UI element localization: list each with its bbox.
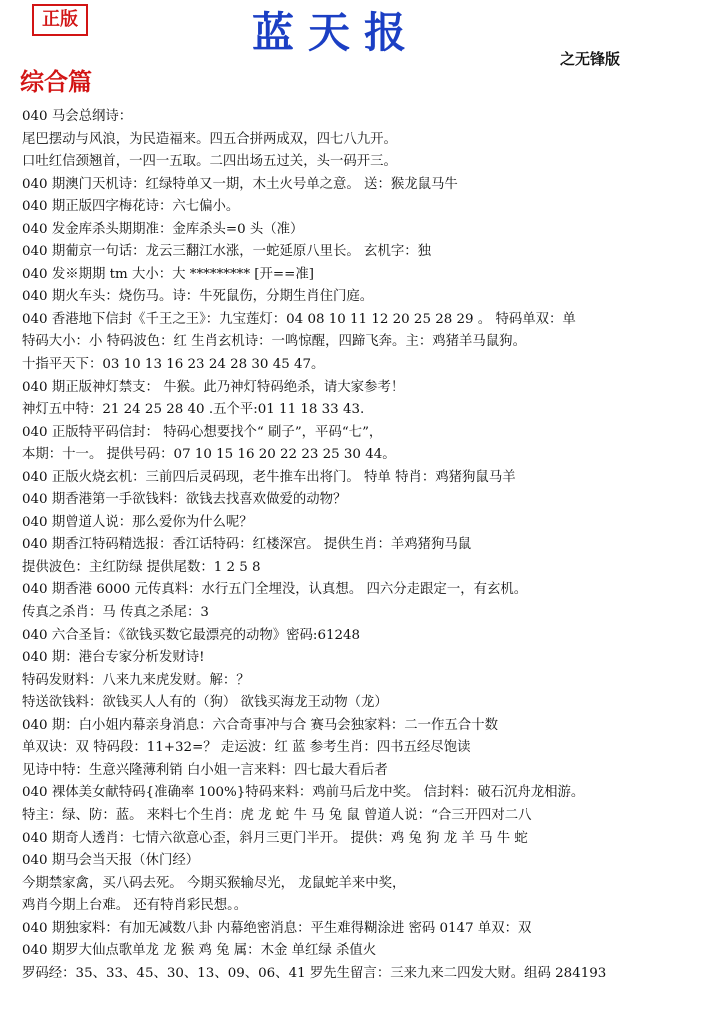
text-line: 040 期香港第一手欲钱料：欲钱去找喜欢做爱的动物？ [22, 492, 347, 508]
text-line: 特码发财料：八来九来虎发财。解：？ [22, 672, 250, 688]
text-line: 040 期正版神灯禁支： 牛猴。此乃神灯特码绝杀，请大家参考！ [22, 379, 405, 395]
text-line: 040 期奇人透肖：七情六欲意心歪，斜月三更门半开。 提供：鸡 兔 狗 龙 羊 马 牛 蛇 [22, 830, 528, 846]
text-line: 040 期葡京一句话：龙云三翻江水涨，一蛇延原八里长。 玄机字：独 [22, 244, 432, 260]
text-line: 040 期曾道人说：那么爱你为什么呢？ [22, 514, 253, 530]
text-line: 040 马会总纲诗： [22, 109, 133, 124]
text-line: 尾巴摆动与风浪，为民造福来。四五合拼两成双，四七八九开。 [22, 131, 397, 147]
text-line: 见诗中特：生意兴隆薄利销 白小姐一言来料：四七最大看后者 [22, 762, 388, 778]
page-title: 蓝天报 [252, 8, 421, 57]
text-line: 040 发※期期 tm 大小：大 ********* [开==准] [22, 266, 314, 282]
text-line: 040 发金库杀头期期准：金库杀头=0 头（准） [22, 221, 304, 237]
text-line: 040 期正版四字梅花诗：六七偏小。 [22, 199, 240, 215]
text-line: 罗码经：35、33、45、30、13、09、06、41 罗先生留言：三来九来二四发大财。组码 284193 [22, 965, 607, 981]
text-line: 040 期罗大仙点歌单龙 龙 猴 鸡 兔 属：木金 单红绿 杀值火 [22, 943, 377, 959]
text-line: 传真之杀肖：马 传真之杀尾：3 [22, 605, 209, 621]
text-line: 口吐红信颈翘首，一四一五取。二四出场五过关，头一码开三。 [22, 154, 397, 170]
text-line: 040 期：白小姐内幕亲身消息：六合奇事冲与合 赛马会独家料：二一作五合十数 [22, 717, 498, 733]
text-line: 提供波色：主红防绿 提供尾数：1 2 5 8 [22, 559, 261, 575]
edition-label: 之无锋版 [560, 50, 621, 68]
edition-stamp: 正版 [32, 4, 88, 36]
text-line: 040 正版火烧玄机：三前四后灵码现，老牛推车出将门。 特单 特肖：鸡猪狗鼠马羊 [22, 469, 516, 485]
text-line: 040 期香港 6000 元传真料：水行五门全埋没，认真想。 四六分走跟定一，有玄机。 [22, 582, 528, 598]
text-line: 040 期独家料：有加无减数八卦 内幕绝密消息：平生难得糊涂进 密码 0147 单双：双 [22, 920, 532, 936]
text-line: 040 期香江特码精选报：香江话特码：红楼深宫。 提供生肖：羊鸡猪狗马鼠 [22, 537, 472, 553]
text-line: 特主：绿、防：蓝。 来料七个生肖：虎 龙 蛇 牛 马 兔 鼠 曾道人说：“合三开四对二八 [22, 807, 532, 823]
text-line: 神灯五中特：21 24 25 28 40 .五个平:01 11 18 33 43. [22, 402, 365, 418]
text-line: 单双诀：双 特码段：11+32=？ 走运波：红 蓝 参考生肖：四书五经尽饱读 [22, 740, 471, 756]
text-line: 040 香港地下信封《千王之王》：九宝莲灯：04 08 10 11 12 20 25 28 29 。 特码单双：单 [22, 311, 576, 327]
text-line: 040 期马会当天报（休门经） [22, 853, 200, 869]
content-body [22, 106, 712, 985]
text-line: 十指平天下：03 10 13 16 23 24 28 30 45 47。 [22, 357, 325, 373]
section-heading: 综合篇 [20, 67, 92, 96]
text-line: 040 六合圣旨：《欲钱买数它最漂亮的动物》密码:61248 [22, 627, 361, 643]
text-line: 040 期火车头：烧伤马。诗：牛死鼠伤，分期生肖住门庭。 [22, 289, 374, 305]
text-line: 040 裸体美女献特码{准确率 100%}特码来料：鸡前马后龙中奖。 信封料：破石沉舟龙相游。 [22, 785, 585, 801]
text-line: 特码大小：小 特码波色：红 生肖玄机诗：一鸣惊醒，四蹄飞奔。主：鸡猪羊马鼠狗。 [22, 334, 526, 350]
text-line: 本期：十一。 提供号码：07 10 15 16 20 22 23 25 30 44。 [22, 447, 396, 463]
text-line: 特送欲钱料：欲钱买人人有的（狗） 欲钱买海龙王动物（龙） [22, 695, 388, 711]
text-line: 040 正版特平码信封： 特码心想要找个“ 刷子”，平码“七”， [22, 424, 383, 440]
text-line: 040 期：港台专家分析发财诗! [22, 650, 205, 666]
text-line: 今期禁家禽，买八码去死。 今期买猴输尽光， 龙鼠蛇羊来中奖， [22, 875, 406, 891]
text-line: 040 期澳门天机诗：红绿特单又一期，木土火号单之意。 送：猴龙鼠马牛 [22, 176, 458, 192]
text-line: 鸡肖今期上台难。 还有特肖彩民想。。 [22, 898, 248, 914]
